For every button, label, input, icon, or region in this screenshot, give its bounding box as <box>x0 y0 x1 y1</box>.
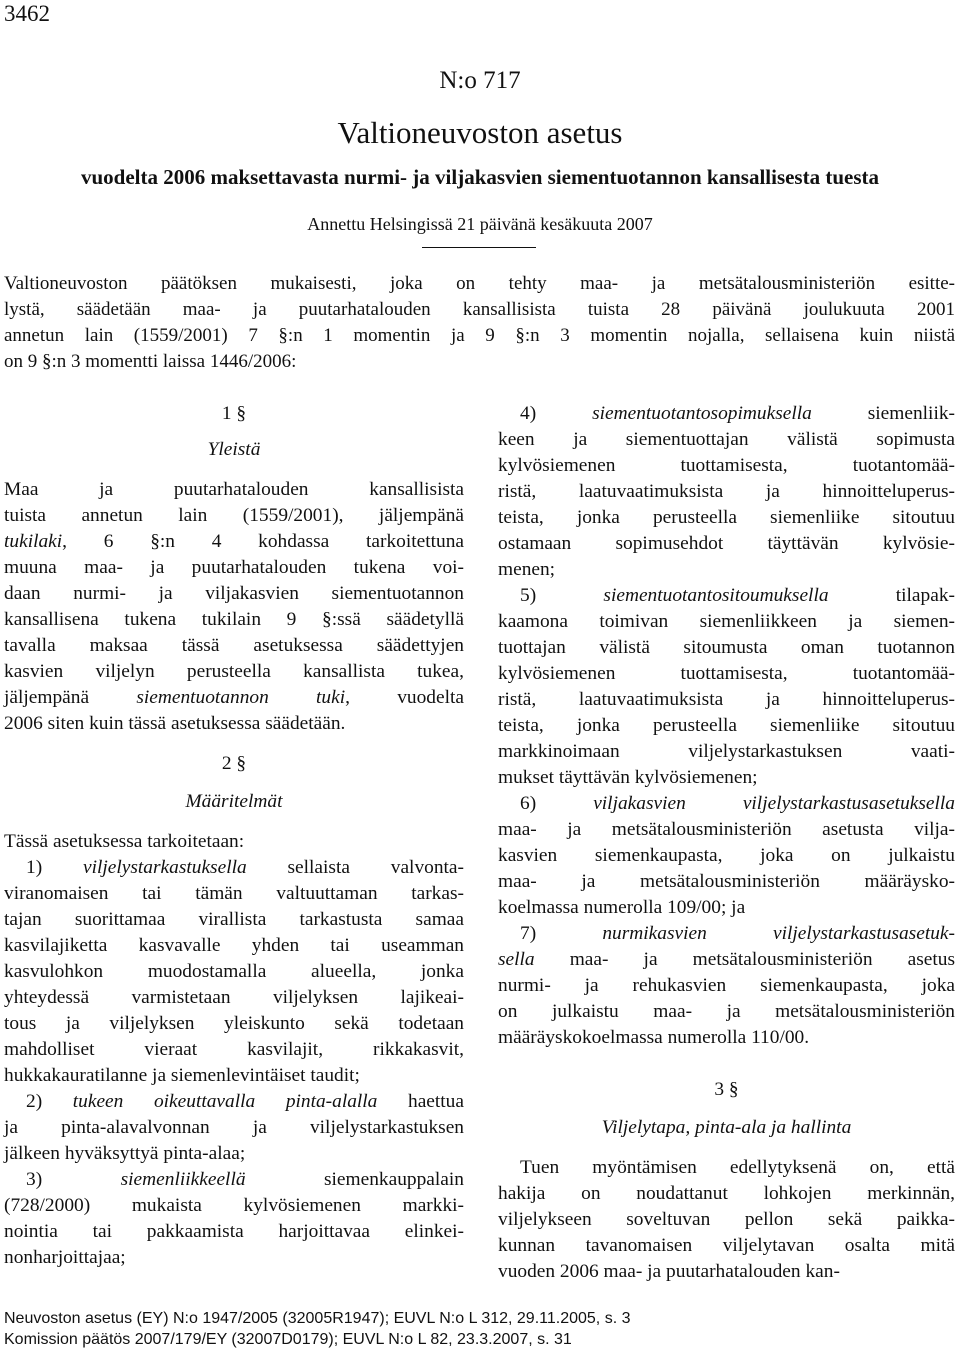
defined-term: sella <box>498 949 535 970</box>
preamble-line: on 9 §:n 3 momentti laissa 1446/2006: <box>4 351 297 372</box>
text-line: 2006 siten kuin tässä asetuksessa säädetään. <box>4 713 346 734</box>
footnote: Komission päätös 2007/179/EY (32007D0179); EUVL N:o L 82, 23.3.2007, s. 31 <box>4 1331 572 1348</box>
text-line: hakija on noudattanut lohkojen merkinnän, <box>498 1183 955 1204</box>
text-line: tukilaki, 6 §:n 4 kohdassa tarkoitettuna <box>4 531 464 552</box>
preamble-line: annetun lain (1559/2001) 7 §:n 1 momentin ja 9 §:n 3 momentin nojalla, sellaisena kuin niistä <box>4 325 955 346</box>
act-title: Valtioneuvoston asetus <box>337 115 623 150</box>
text-line: kansallisena tukena tukilain 9 §:ssä säädetyllä <box>4 609 464 630</box>
text-line: kylvösiemenen tuottamisesta, tuotantomää- <box>498 663 955 684</box>
text-line: kaamona toimivan siemenliikkeen ja siemen- <box>498 611 955 632</box>
text-line: tavalla maksaa tässä asetuksessa säädettyjen <box>4 635 464 656</box>
text-line: 5) siementuotantositoumuksella tilapak- <box>520 585 955 606</box>
section-2-continued <box>498 401 955 1051</box>
section-1-title: Yleistä <box>207 439 261 460</box>
text-line: mukset täyttävän kylvösiemenen; <box>498 767 758 788</box>
footnote: Neuvoston asetus (EY) N:o 1947/2005 (32005R1947); EUVL N:o L 312, 29.11.2005, s. 3 <box>4 1310 631 1327</box>
text-line: 4) siementuotantosopimuksella siemenliik- <box>520 403 955 424</box>
section-1-body <box>4 477 464 737</box>
section-2-number: 2 § <box>221 753 247 774</box>
text-line: 2) tukeen oikeuttavalla pinta-alalla haettua <box>26 1091 464 1112</box>
text-line: maa- ja metsätalousministeriön asetusta vilja- <box>498 819 955 840</box>
left-column <box>4 401 464 1271</box>
text-line: teista, jonka perusteella siemenliike sitoutuu <box>498 507 955 528</box>
text-line: ja pinta-alavalvonnan ja viljelystarkastuksen <box>4 1117 464 1138</box>
text-line: 1) viljelystarkastuksella sellaista valvonta- <box>26 857 464 878</box>
text-line: ristä, laatuvaatimuksista ja hinnoitteluperus- <box>498 689 955 710</box>
text-line: ostamaan sopimusehdot täyttävän kylvösie- <box>498 533 955 554</box>
text-line: kasvien viljelyn perusteella kansallista tukea, <box>4 661 464 682</box>
section-3-number: 3 § <box>714 1079 739 1100</box>
defined-term: viljelystarkastuksella <box>82 857 247 878</box>
section-2-title: Määritelmät <box>185 791 283 812</box>
defined-term: tukeen oikeuttavalla pinta-alalla <box>72 1091 378 1112</box>
section-3-body <box>498 1155 955 1285</box>
text-line: tajan suorittamaa virallista tarkastusta samaa <box>4 909 464 930</box>
text-line: nonharjoittajaa; <box>4 1247 126 1268</box>
text-line: mahdolliset vieraat kasvilajit, rikkakasvit, <box>4 1039 464 1060</box>
act-number: N:o 717 <box>439 67 521 94</box>
right-column <box>498 401 955 1285</box>
text-line: viranomaisen tai tämän valtuuttaman tarkas- <box>4 883 464 904</box>
text-line: tous ja viljelyksen yleiskunto sekä todetaan <box>4 1013 464 1034</box>
given-date: Annettu Helsingissä 21 päivänä kesäkuuta 2007 <box>307 214 653 234</box>
text-line: kunnan tavanomaisen viljelytavan osalta mitä <box>498 1235 955 1256</box>
section-2-body <box>4 855 464 1271</box>
text-line: jäljempänä siementuotannon tuki, vuodelta <box>4 687 464 708</box>
defined-term: siemenliikkeellä <box>120 1169 246 1190</box>
text-line: muuna maa- ja puutarhatalouden tukena voi- <box>4 557 464 578</box>
text-line: viljelykseen soveltuvan pellon sekä paikka- <box>498 1209 955 1230</box>
section-1-number: 1 § <box>221 403 247 424</box>
text-line: sella maa- ja metsätalousministeriön asetus <box>498 949 955 970</box>
text-line: kylvösiemenen tuottamisesta, tuotantomää- <box>498 455 955 476</box>
footnotes <box>4 1308 955 1350</box>
text-line: teista, jonka perusteella siemenliike sitoutuu <box>498 715 955 736</box>
text-line: Tuen myöntämisen edellytyksenä on, että <box>520 1157 955 1178</box>
text-line: kasvulohkon muodostamalla alueella, jonka <box>4 961 464 982</box>
title-divider <box>422 247 536 248</box>
text-line: 6) viljakasvien viljelystarkastusasetuksella <box>520 793 955 814</box>
act-subtitle: vuodelta 2006 maksettavasta nurmi- ja viljakasvien siementuotannon kansallisesta tuesta <box>80 165 880 189</box>
text-line: maa- ja metsätalousministeriön määräysko- <box>498 871 955 892</box>
section-2-intro: Tässä asetuksessa tarkoitetaan: <box>4 831 245 852</box>
text-line: on julkaistu maa- ja metsätalousministeriön <box>498 1001 955 1022</box>
text-line: markkinoimaan viljelystarkastuksen vaati- <box>498 741 955 762</box>
text-line: nurmi- ja rehukasvien siemenkaupasta, joka <box>498 975 955 996</box>
text-line: yhteydessä varmistetaan viljelyksen lajikeai- <box>4 987 464 1008</box>
text-line: daan nurmi- ja viljakasvien siementuotannon <box>4 583 464 604</box>
text-line: koelmassa numerolla 109/00; ja <box>498 897 746 918</box>
defined-term: viljakasvien viljelystarkastusasetuksella <box>593 793 955 814</box>
text-line: ristä, laatuvaatimuksista ja hinnoitteluperus- <box>498 481 955 502</box>
text-line: Maa ja puutarhatalouden kansallisista <box>4 479 464 500</box>
text-line: määräyskokoelmassa numerolla 110/00. <box>498 1027 810 1048</box>
text-line: tuista annetun lain (1559/2001), jäljempänä <box>4 505 464 526</box>
defined-term: siementuotannon tuki <box>136 687 346 708</box>
section-3-title: Viljelytapa, pinta-ala ja hallinta <box>601 1117 852 1138</box>
defined-term: tukilaki <box>4 531 63 552</box>
text-line: tuottajan välistä sitoumusta oman tuotannon <box>498 637 955 658</box>
defined-term: siementuotantositoumuksella <box>603 585 829 606</box>
text-line: (728/2000) mukaista kylvösiemenen markki- <box>4 1195 464 1216</box>
preamble <box>4 271 955 375</box>
defined-term: siementuotantosopimuksella <box>592 403 812 424</box>
text-line: kasvilajiketta kasvavalle yhden tai useamman <box>4 935 464 956</box>
text-line: jälkeen hyväksyttyä pinta-alaa; <box>4 1143 246 1164</box>
preamble-line: lystä, säädetään maa- ja puutarhatalouden kansallisista tuista 28 päivänä joulukuuta 2001 <box>4 299 955 320</box>
text-line: menen; <box>498 559 556 580</box>
defined-term: nurmikasvien viljelystarkastusasetuk- <box>602 923 955 944</box>
page-number: 3462 <box>4 1 50 26</box>
text-line: 3) siemenliikkeellä siemenkauppalain <box>26 1169 464 1190</box>
text-line: kasvien siemenkaupasta, joka on julkaistu <box>498 845 955 866</box>
text-line: nointia tai pakkaamista harjoittavaa elinkei- <box>4 1221 464 1242</box>
text-line: keen ja siementuottajan välistä sopimusta <box>498 429 955 450</box>
text-line: hukkakauratilanne ja siemenlevintäiset taudit; <box>4 1065 360 1086</box>
text-line: 7) nurmikasvien viljelystarkastusasetuk- <box>520 923 955 944</box>
preamble-line: Valtioneuvoston päätöksen mukaisesti, joka on tehty maa- ja metsätalousministeriön esitte- <box>4 273 955 294</box>
text-line: vuoden 2006 maa- ja puutarhatalouden kan- <box>498 1261 840 1282</box>
